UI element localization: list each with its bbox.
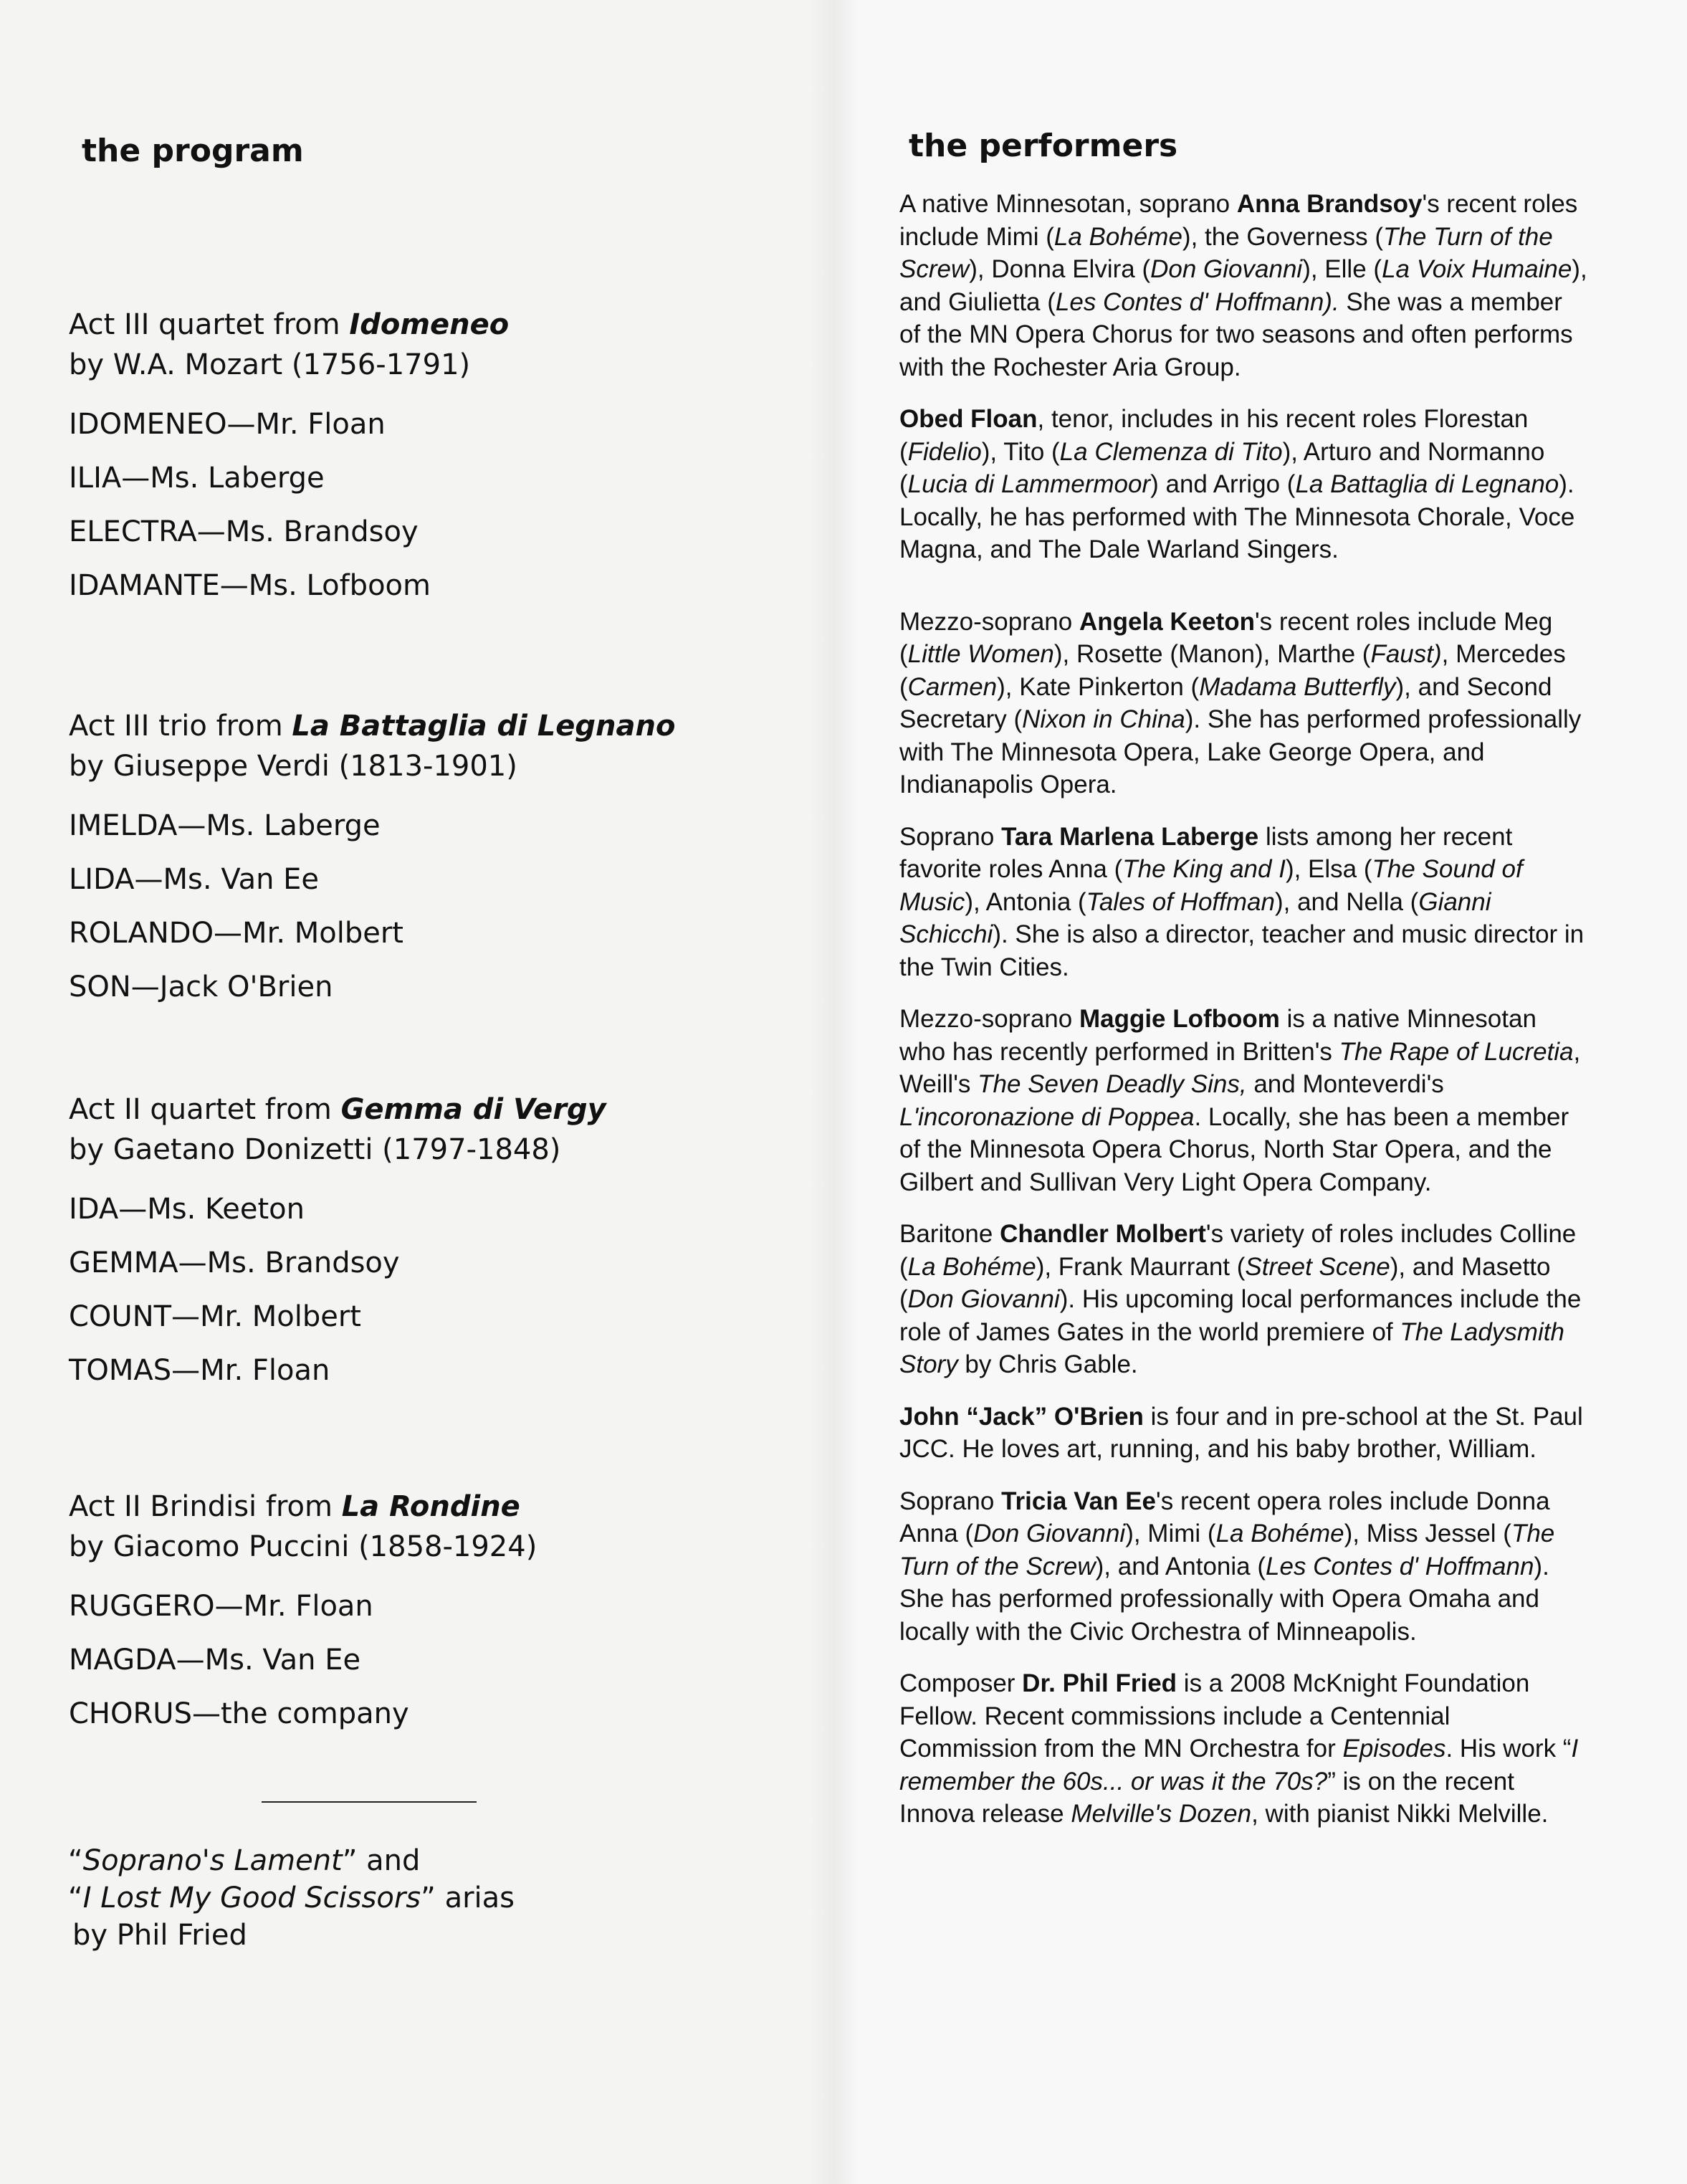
role-line: ILIA—Ms. Laberge <box>69 462 325 495</box>
bio-text: is a 2008 McKnight Foundation Fellow. Recent commissions include a Centennial Commission from the MN Orchestra for <box>899 1669 1530 1763</box>
bio-text: and Monteverdi's <box>1246 1070 1444 1098</box>
work-reference: The Sound of Music <box>899 855 1523 916</box>
work-reference: Street Scene <box>1245 1252 1390 1281</box>
bio-text: . Locally, she has been a member of the Minnesota Opera Chorus, North Star Opera, and the Gilbert and Sullivan Very Light Opera Company. <box>899 1102 1569 1196</box>
work-reference: La Voix Humaine <box>1382 255 1572 283</box>
bio-text: , with pianist Nikki Melville. <box>1251 1800 1549 1828</box>
bio-text: ) and Arrigo ( <box>1150 470 1296 498</box>
aria-line-2: “I Lost My Good Scissors” arias <box>68 1882 515 1914</box>
work-reference: Carmen <box>907 672 998 701</box>
bio-text: ), Elsa ( <box>1285 855 1372 883</box>
bio-text: ), and Giulietta ( <box>899 255 1587 316</box>
role-line: IDOMENEO—Mr. Floan <box>69 408 386 441</box>
bio-text: , Weill's <box>899 1037 1581 1098</box>
bio-text: ). She is also a director, teacher and music director in the Twin Cities. <box>899 920 1585 981</box>
program-work <box>69 1487 785 1741</box>
performer-bio <box>899 821 1587 984</box>
performer-name: Chandler Molbert <box>1000 1220 1206 1248</box>
performer-bio <box>899 1485 1587 1649</box>
bio-text: ), Antonia ( <box>965 887 1086 916</box>
role-line: IDAMANTE—Ms. Lofboom <box>69 569 431 602</box>
opera-title: Gemma di Vergy <box>340 1093 606 1126</box>
bio-text: ). She has performed professionally with The Minnesota Opera, Lake George Opera, and Indianapolis Opera. <box>899 705 1582 798</box>
divider-rule <box>262 1801 477 1803</box>
bio-text: Mezzo-soprano <box>899 607 1079 636</box>
work-reference: La Bohéme <box>907 1252 1036 1281</box>
work-reference: Don Giovanni <box>1150 255 1303 283</box>
bio-text: She was a member of the MN Opera Chorus for two seasons and often performs with the Rochester Aria Group. <box>899 287 1573 381</box>
bio-text: Baritone <box>899 1220 1000 1248</box>
role-line: SON—Jack O'Brien <box>69 971 333 1003</box>
aria-composer: by Phil Fried <box>72 1919 247 1952</box>
work-reference: I remember the 60s... or was it the 70s? <box>899 1735 1579 1796</box>
bio-text: ), Elle ( <box>1302 255 1382 283</box>
performer-name: Obed Floan <box>899 405 1038 433</box>
work-reference: Lucia di Lammermoor <box>907 470 1151 498</box>
bio-text: Mezzo-soprano <box>899 1005 1079 1033</box>
bio-text: , tenor, includes in his recent roles Florestan ( <box>899 405 1529 466</box>
role-line: IMELDA—Ms. Laberge <box>69 809 381 842</box>
bio-text: ), and Antonia ( <box>1095 1552 1266 1580</box>
work-composer: by Giacomo Puccini (1858-1924) <box>69 1530 537 1563</box>
bio-text: ), Miss Jessel ( <box>1344 1520 1511 1548</box>
work-reference: Tales of Hoffman <box>1086 887 1275 916</box>
work-reference: L'incoronazione di Poppea <box>899 1102 1195 1131</box>
bio-text: ), the Governess ( <box>1182 222 1384 251</box>
bio-text: ” is on the recent Innova release <box>899 1767 1514 1828</box>
aria-line-1: “Soprano's Lament” and <box>68 1844 421 1877</box>
performer-bio <box>899 1218 1587 1381</box>
aria-title-1: Soprano's Lament <box>82 1844 343 1877</box>
performers-title: the performers <box>909 128 1178 164</box>
work-composer: by Giuseppe Verdi (1813-1901) <box>69 750 517 783</box>
bio-text: . His work “ <box>1445 1735 1572 1763</box>
role-line: CHORUS—the company <box>69 1697 409 1730</box>
bio-text: ), Mimi ( <box>1125 1520 1216 1548</box>
work-reference: The Turn of the Screw <box>899 222 1553 283</box>
work-prefix: Act II Brindisi from <box>69 1490 342 1523</box>
performer-name: Tricia Van Ee <box>1001 1487 1157 1515</box>
work-reference: Faust) <box>1370 640 1442 668</box>
work-reference: The Rape of Lucretia <box>1339 1037 1574 1066</box>
bio-text: 's variety of roles includes Colline ( <box>899 1220 1577 1281</box>
page-gutter <box>810 0 860 2184</box>
bio-text: is a native Minnesotan who has recently performed in Britten's <box>899 1005 1537 1066</box>
work-reference: La Bohéme <box>1053 222 1182 251</box>
performer-bio <box>899 1401 1587 1466</box>
bio-text: ), Tito ( <box>981 437 1060 466</box>
performer-name: Tara Marlena Laberge <box>1001 822 1259 851</box>
work-reference: Nixon in China <box>1022 705 1185 733</box>
bio-text: ), Kate Pinkerton ( <box>997 672 1200 701</box>
performer-name: Maggie Lofboom <box>1079 1005 1280 1033</box>
work-reference: Don Giovanni <box>907 1285 1060 1313</box>
work-title <box>69 1487 785 1527</box>
role-line: IDA—Ms. Keeton <box>69 1193 305 1226</box>
work-reference: The Turn of the Screw <box>899 1520 1555 1580</box>
performer-bio <box>899 606 1587 801</box>
work-reference: Don Giovanni <box>973 1520 1126 1548</box>
performer-bio <box>899 1003 1587 1198</box>
program-work <box>69 305 785 613</box>
work-reference: The King and I <box>1122 855 1286 883</box>
bio-text: ), Frank Maurrant ( <box>1036 1252 1246 1281</box>
work-title <box>69 706 785 746</box>
performer-bio <box>899 188 1587 383</box>
work-composer: by W.A. Mozart (1756-1791) <box>69 348 471 381</box>
work-reference: The Seven Deadly Sins, <box>978 1070 1247 1098</box>
work-reference: Les Contes d' Hoffmann). <box>1055 287 1339 316</box>
performer-bio <box>899 1667 1587 1831</box>
role-line: RUGGERO—Mr. Floan <box>69 1590 373 1623</box>
work-reference: Fidelio <box>907 437 982 466</box>
role-line: ELECTRA—Ms. Brandsoy <box>69 515 419 548</box>
performer-bios <box>899 188 1587 1850</box>
work-reference: Episodes <box>1342 1735 1446 1763</box>
work-reference: La Bohéme <box>1215 1520 1344 1548</box>
program-title: the program <box>82 133 304 169</box>
opera-title: Idomeneo <box>349 308 510 341</box>
performer-name: John “Jack” O'Brien <box>899 1402 1144 1431</box>
role-line: TOMAS—Mr. Floan <box>69 1354 330 1387</box>
aria-title-2: I Lost My Good Scissors <box>82 1882 421 1914</box>
performer-name: Angela Keeton <box>1079 607 1255 636</box>
work-prefix: Act III quartet from <box>69 308 350 341</box>
performer-name: Anna Brandsoy <box>1236 190 1423 218</box>
work-reference: Melville's Dozen <box>1071 1800 1252 1828</box>
performer-bio <box>899 403 1587 566</box>
role-line: ROLANDO—Mr. Molbert <box>69 917 403 950</box>
bio-text: 's recent roles include Meg ( <box>899 607 1553 668</box>
bio-text: A native Minnesotan, soprano <box>899 190 1237 218</box>
bio-text: ), Arturo and Normanno ( <box>899 437 1545 498</box>
bio-text: ), and Nella ( <box>1274 887 1419 916</box>
bio-text: 's recent roles include Mimi ( <box>899 190 1578 251</box>
arias-note <box>68 1842 713 1954</box>
role-line: GEMMA—Ms. Brandsoy <box>69 1246 400 1279</box>
work-composer: by Gaetano Donizetti (1797-1848) <box>69 1133 561 1166</box>
work-title <box>69 1089 785 1130</box>
bio-text: ). She has performed professionally with Opera Omaha and locally with the Civic Orchestra of Minneapolis. <box>899 1552 1549 1646</box>
opera-title: La Battaglia di Legnano <box>292 710 676 743</box>
bio-text: ), and Second Secretary ( <box>899 672 1552 733</box>
performer-name: Dr. Phil Fried <box>1022 1669 1177 1697</box>
opera-title: La Rondine <box>341 1490 520 1523</box>
role-line: COUNT—Mr. Molbert <box>69 1300 361 1333</box>
bio-text: ). Locally, he has performed with The Minnesota Chorale, Voce Magna, and The Dale Warland Singers. <box>899 470 1575 563</box>
role-line: MAGDA—Ms. Van Ee <box>69 1644 361 1677</box>
bio-text: Soprano <box>899 822 1002 851</box>
bio-text: by Chris Gable. <box>957 1350 1138 1378</box>
bio-text: ), Donna Elvira ( <box>969 255 1151 283</box>
work-reference: The Ladysmith Story <box>899 1317 1564 1378</box>
work-reference: Madama Butterfly <box>1199 672 1396 701</box>
bio-text: is four and in pre-school at the St. Paul JCC. He loves art, running, and his baby brother, William. <box>899 1402 1583 1463</box>
bio-text: ), Rosette (Manon), Marthe ( <box>1053 640 1371 668</box>
program-work <box>69 1089 785 1398</box>
work-reference: La Battaglia di Legnano <box>1295 470 1559 498</box>
bio-text: ), and Masetto ( <box>899 1252 1551 1313</box>
work-title <box>69 305 785 345</box>
bio-text: Soprano <box>899 1487 1002 1515</box>
work-reference: Gianni Schicchi <box>899 887 1491 948</box>
work-reference: Little Women <box>907 640 1054 668</box>
bio-text: , Mercedes ( <box>899 640 1566 701</box>
work-prefix: Act III trio from <box>69 710 292 743</box>
program-work <box>69 706 785 1014</box>
work-reference: Les Contes d' Hoffmann <box>1266 1552 1534 1580</box>
bio-text: lists among her recent favorite roles Anna ( <box>899 822 1513 883</box>
role-line: LIDA—Ms. Van Ee <box>69 863 320 896</box>
bio-text: 's recent opera roles include Donna Anna ( <box>899 1487 1550 1548</box>
work-prefix: Act II quartet from <box>69 1093 341 1126</box>
bio-text: ). His upcoming local performances include the role of James Gates in the world premiere of <box>899 1285 1582 1346</box>
bio-text: Composer <box>899 1669 1023 1697</box>
work-reference: La Clemenza di Tito <box>1059 437 1283 466</box>
